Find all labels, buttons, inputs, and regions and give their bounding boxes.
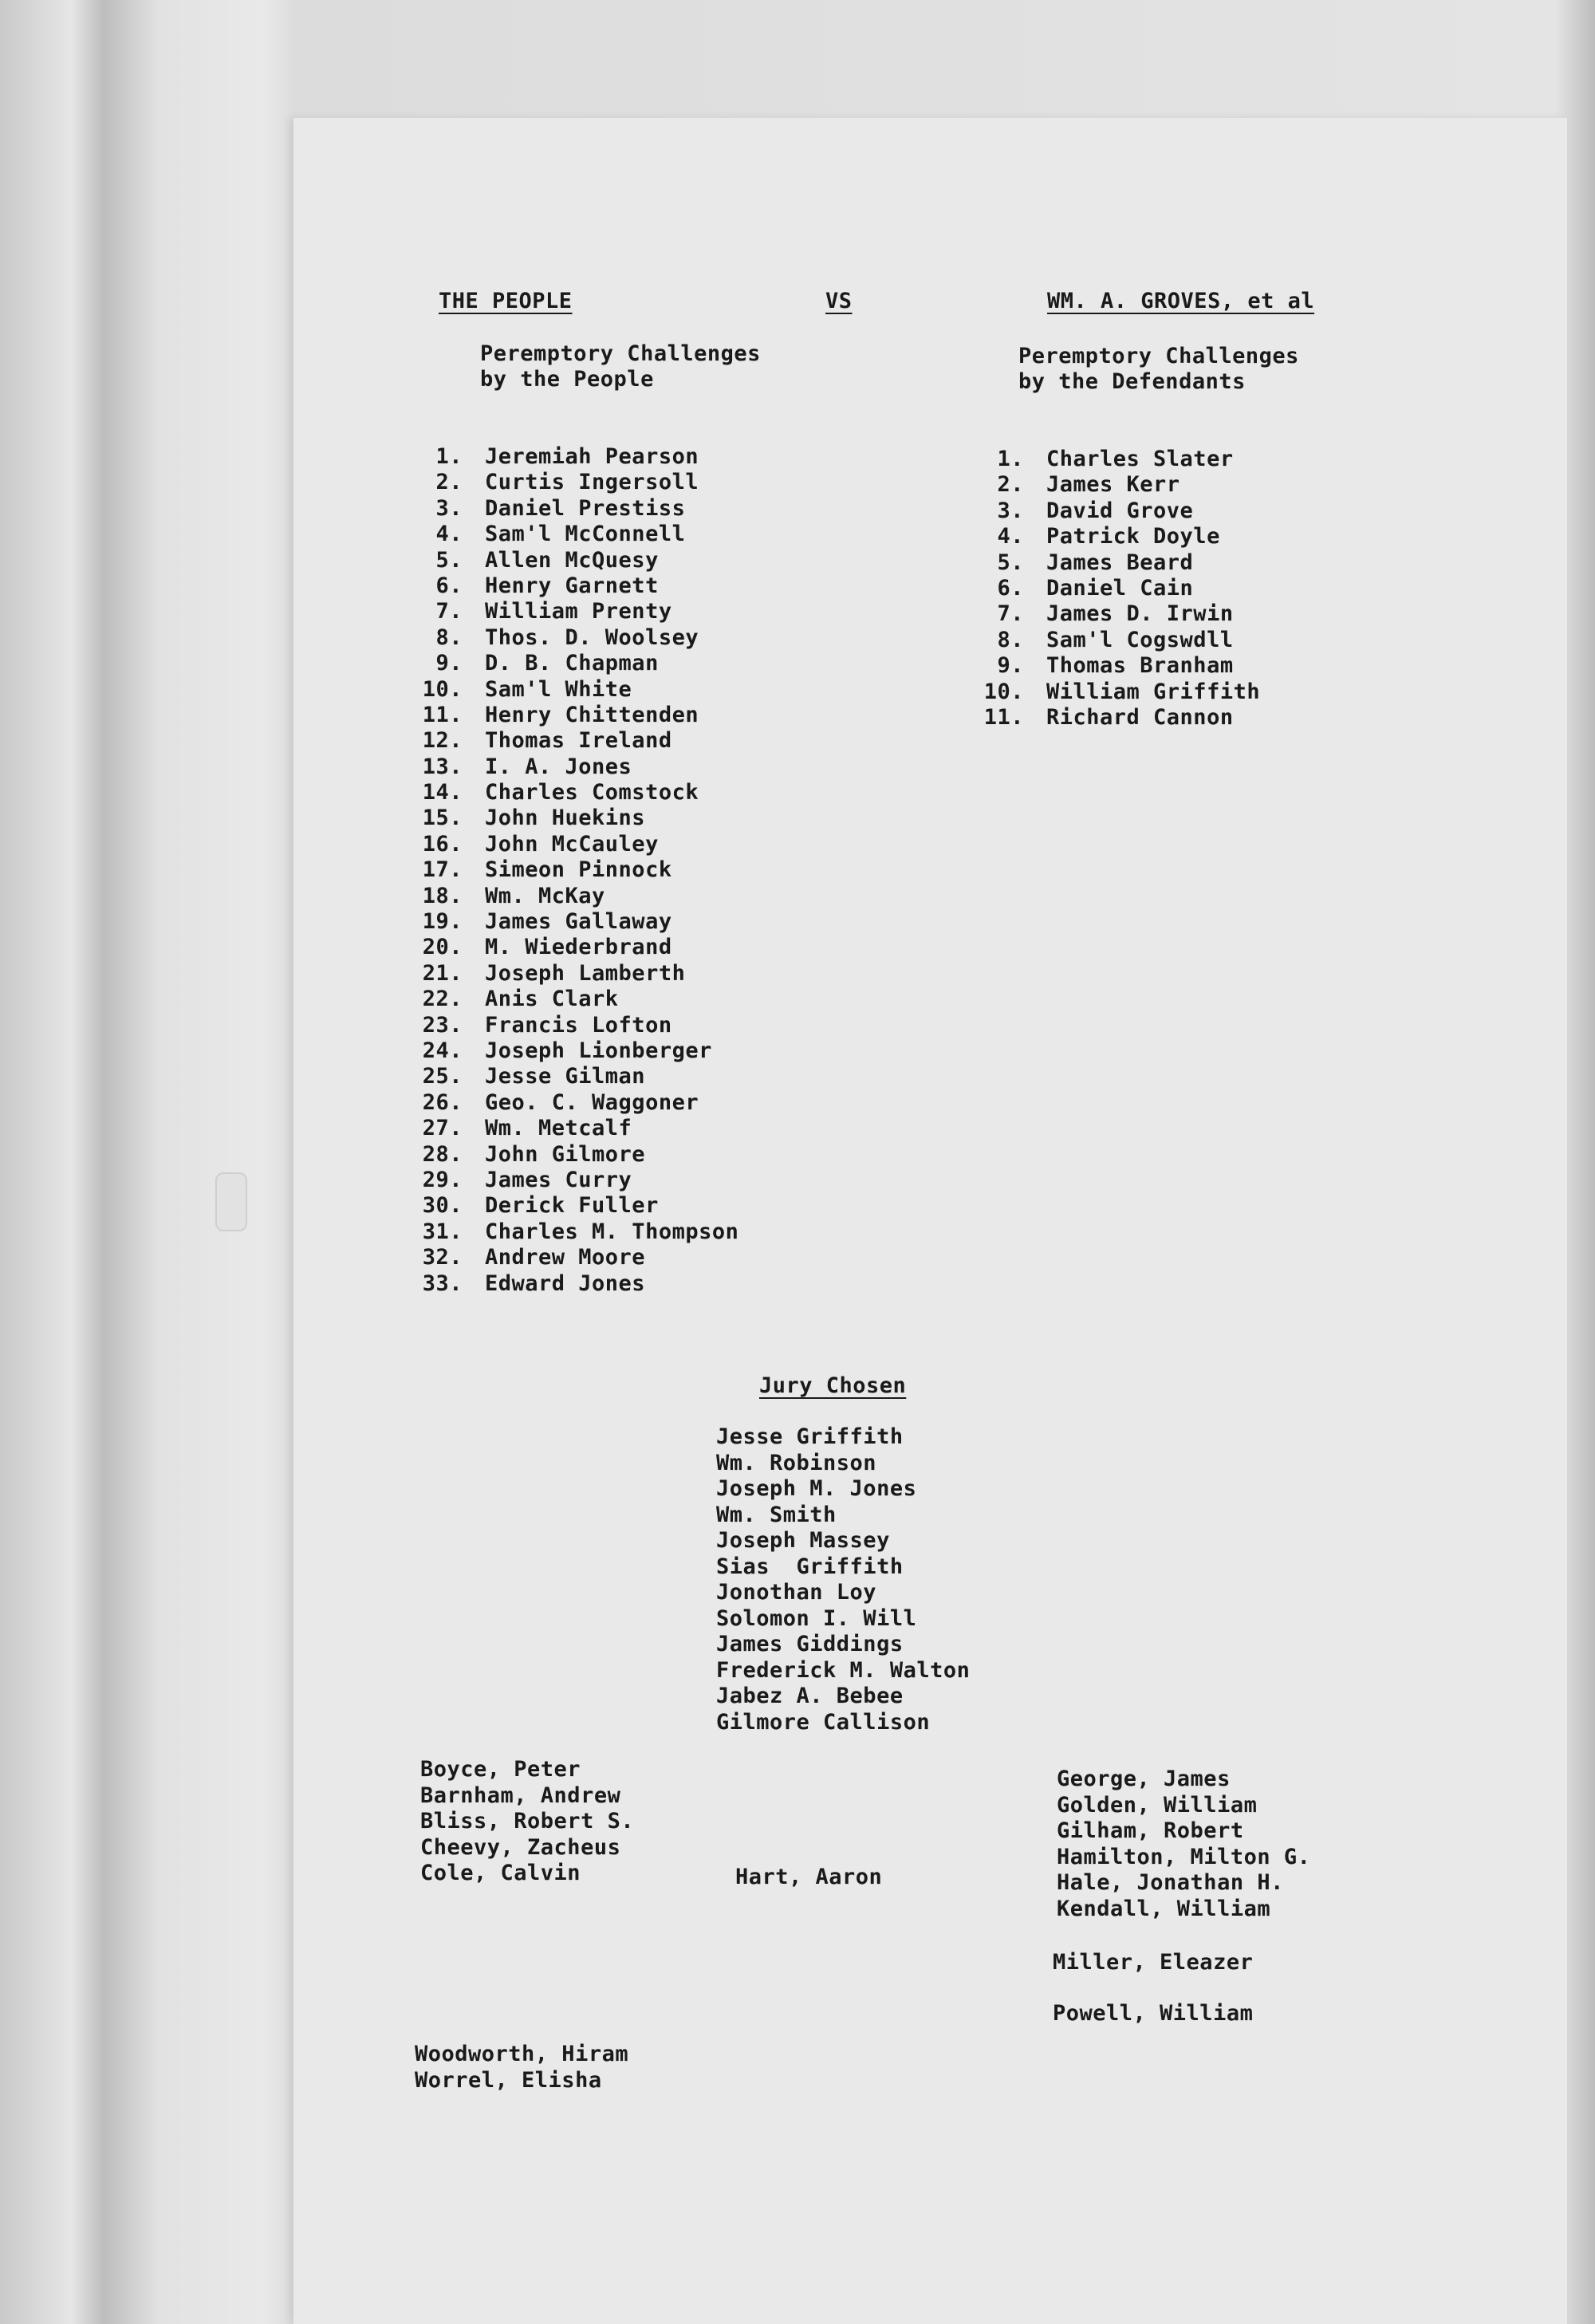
challenge-name: Joseph Lionberger — [485, 1038, 712, 1063]
challenge-row — [413, 1038, 738, 1064]
challenge-number: 9. — [997, 653, 1024, 679]
defendant-challenges-subtitle: by the Defendants — [1018, 369, 1246, 394]
challenge-number: 7. — [435, 599, 463, 624]
venire-name: Kendall, William — [1057, 1896, 1271, 1921]
venire-name: Hale, Jonathan H. — [1057, 1870, 1284, 1896]
venire-name: Golden, William — [1057, 1792, 1258, 1818]
challenge-row — [413, 961, 738, 987]
header-defendant: WM. A. GROVES, et al — [1047, 289, 1315, 313]
challenge-number: 19. — [422, 909, 463, 935]
challenge-number: 8. — [997, 627, 1024, 652]
challenge-name: John McCauley — [485, 831, 659, 857]
challenge-number: 27. — [422, 1116, 463, 1141]
venire-name: Hamilton, Milton G. — [1057, 1844, 1311, 1869]
challenge-row — [413, 1271, 738, 1297]
challenge-row — [413, 909, 738, 935]
challenge-row — [413, 677, 738, 703]
challenge-name: Francis Lofton — [485, 1012, 672, 1038]
challenge-number: 31. — [422, 1219, 463, 1244]
challenge-row — [413, 1090, 738, 1116]
challenge-number: 11. — [983, 704, 1024, 730]
name-hart: Hart, Aaron — [735, 1865, 883, 1889]
challenge-number: 1. — [997, 447, 1024, 471]
challenge-row — [413, 754, 738, 780]
juror-name: Joseph Massey — [716, 1528, 890, 1553]
challenge-name: Thomas Branham — [1046, 653, 1234, 679]
challenge-name: John Gilmore — [485, 1141, 646, 1167]
challenge-row — [975, 550, 1260, 576]
challenge-row — [413, 573, 738, 599]
challenge-row — [975, 524, 1260, 549]
challenge-name: Anis Clark — [485, 987, 619, 1012]
challenge-number: 14. — [422, 780, 463, 806]
challenge-name: William Griffith — [1046, 679, 1261, 704]
challenge-number: 20. — [422, 935, 463, 960]
challenge-row — [413, 1219, 738, 1245]
challenge-number: 6. — [435, 573, 463, 598]
challenge-name: Richard Cannon — [1046, 704, 1234, 730]
challenge-number: 5. — [435, 547, 463, 573]
challenge-number: 7. — [997, 601, 1024, 627]
challenge-name: Simeon Pinnock — [485, 857, 672, 883]
challenge-number: 11. — [422, 702, 463, 727]
challenge-number: 3. — [435, 495, 463, 521]
challenge-name: Wm. Metcalf — [485, 1116, 632, 1141]
challenge-name: Geo. C. Waggoner — [485, 1089, 699, 1115]
challenge-name: Thomas Ireland — [485, 728, 672, 754]
challenge-number: 28. — [422, 1141, 463, 1167]
challenge-name: Henry Chittenden — [485, 702, 699, 727]
challenge-number: 2. — [435, 470, 463, 495]
challenge-name: Charles Slater — [1046, 447, 1234, 471]
challenge-name: Joseph Lamberth — [485, 960, 686, 986]
name-miller: Miller, Eleazer — [1053, 1950, 1254, 1975]
challenge-name: John Huekins — [485, 806, 646, 831]
challenge-row — [975, 705, 1260, 731]
challenge-row — [975, 447, 1260, 472]
challenge-row — [413, 1193, 738, 1219]
challenge-row — [413, 935, 738, 960]
challenge-name: David Grove — [1046, 498, 1194, 523]
challenge-number: 9. — [435, 651, 463, 676]
challenge-number: 21. — [422, 960, 463, 986]
venire-name: Boyce, Peter — [420, 1757, 581, 1782]
challenge-number: 24. — [422, 1038, 463, 1063]
challenge-row — [413, 703, 738, 728]
challenge-row — [413, 806, 738, 831]
challenge-row — [413, 651, 738, 676]
challenge-number: 22. — [422, 987, 463, 1012]
challenge-number: 2. — [997, 472, 1024, 498]
challenge-name: Andrew Moore — [485, 1245, 646, 1270]
challenge-number: 29. — [422, 1167, 463, 1192]
name-powell: Powell, William — [1053, 2001, 1254, 2026]
challenge-row — [413, 444, 738, 470]
venire-name: Barnham, Andrew — [420, 1782, 621, 1808]
challenge-row — [413, 1245, 738, 1270]
challenge-number: 23. — [422, 1012, 463, 1038]
challenge-name: James D. Irwin — [1046, 601, 1234, 627]
challenge-row — [975, 679, 1260, 705]
challenge-number: 30. — [422, 1193, 463, 1219]
challenge-name: Daniel Cain — [1046, 575, 1194, 601]
challenge-name: M. Wiederbrand — [485, 935, 672, 960]
challenge-number: 16. — [422, 831, 463, 857]
challenge-number: 26. — [422, 1089, 463, 1115]
challenge-name: I. A. Jones — [485, 754, 632, 779]
challenge-number: 17. — [422, 857, 463, 883]
challenge-number: 10. — [422, 676, 463, 702]
challenge-number: 33. — [422, 1270, 463, 1296]
juror-name: Joseph M. Jones — [716, 1476, 917, 1501]
juror-name: Wm. Robinson — [716, 1450, 877, 1475]
defendant-challenges-title: Peremptory Challenges — [1018, 344, 1299, 368]
venire-name: Woodworth, Hiram — [415, 2042, 629, 2066]
challenge-name: Charles M. Thompson — [485, 1219, 739, 1244]
challenge-number: 3. — [997, 498, 1024, 523]
challenge-row — [413, 1013, 738, 1038]
challenge-row — [413, 987, 738, 1012]
challenge-name: D. B. Chapman — [485, 651, 659, 676]
challenge-number: 4. — [435, 522, 463, 547]
challenge-row — [975, 576, 1260, 601]
challenge-row — [413, 470, 738, 495]
challenge-row — [413, 857, 738, 883]
challenge-row — [975, 498, 1260, 524]
challenge-row — [413, 780, 738, 806]
challenge-row — [413, 884, 738, 909]
challenge-row — [413, 625, 738, 651]
juror-name: Gilmore Callison — [716, 1709, 931, 1735]
challenge-row — [413, 496, 738, 522]
header-versus: VS — [825, 289, 853, 313]
challenge-name: Derick Fuller — [485, 1193, 659, 1219]
challenge-row — [413, 1064, 738, 1089]
juror-name: James Giddings — [716, 1632, 904, 1656]
people-challenges-list — [413, 444, 738, 1297]
challenge-number: 18. — [422, 883, 463, 908]
challenge-name: Sam'l McConnell — [485, 522, 686, 547]
challenge-name: Curtis Ingersoll — [485, 470, 699, 495]
challenge-name: Allen McQuesy — [485, 547, 659, 573]
challenge-number: 25. — [422, 1064, 463, 1089]
challenge-name: Daniel Prestiss — [485, 495, 686, 521]
challenge-number: 15. — [422, 806, 463, 831]
names-bottom-left-group — [415, 2042, 628, 2094]
challenge-number: 10. — [983, 679, 1024, 704]
challenge-name: Henry Garnett — [485, 573, 659, 598]
challenge-name: Jesse Gilman — [485, 1064, 646, 1089]
challenge-row — [413, 599, 738, 624]
juror-name: Frederick M. Walton — [716, 1657, 971, 1683]
jury-list — [716, 1424, 970, 1735]
defendant-challenges-list — [975, 447, 1260, 731]
challenge-name: William Prenty — [485, 599, 672, 624]
challenge-name: James Beard — [1046, 549, 1194, 575]
challenge-number: 5. — [997, 549, 1024, 575]
challenge-name: Jeremiah Pearson — [485, 444, 699, 469]
challenge-row — [413, 832, 738, 857]
juror-name: Jonothan Loy — [716, 1580, 877, 1605]
names-left-group — [420, 1757, 634, 1887]
challenge-row — [975, 653, 1260, 679]
juror-name: Jabez A. Bebee — [716, 1684, 904, 1708]
challenge-number: 13. — [422, 754, 463, 779]
challenge-number: 8. — [435, 624, 463, 650]
juror-name: Solomon I. Will — [716, 1605, 917, 1631]
challenge-name: Edward Jones — [485, 1270, 646, 1296]
venire-name: Cheevy, Zacheus — [420, 1834, 621, 1860]
challenge-name: Sam'l White — [485, 676, 632, 702]
challenge-name: Patrick Doyle — [1046, 524, 1220, 549]
challenge-name: Wm. McKay — [485, 883, 605, 908]
challenge-name: James Curry — [485, 1167, 632, 1192]
jury-title: Jury Chosen — [759, 1373, 907, 1398]
challenge-row — [413, 1116, 738, 1141]
venire-name: George, James — [1057, 1767, 1231, 1791]
juror-name: Jesse Griffith — [716, 1424, 904, 1449]
challenge-name: Sam'l Cogswdll — [1046, 627, 1234, 652]
challenge-row — [413, 1142, 738, 1168]
juror-name: Wm. Smith — [716, 1502, 837, 1527]
header-plaintiff: THE PEOPLE — [439, 289, 573, 313]
people-challenges-title: Peremptory Challenges — [480, 341, 761, 366]
names-right-group — [1057, 1767, 1310, 1923]
challenge-number: 4. — [997, 524, 1024, 549]
challenge-name: James Gallaway — [485, 909, 672, 935]
people-challenges-subtitle: by the People — [480, 367, 654, 392]
challenge-row — [413, 548, 738, 573]
challenge-number: 6. — [997, 575, 1024, 601]
juror-name: Sias Griffith — [716, 1554, 904, 1579]
venire-name: Gilham, Robert — [1057, 1818, 1244, 1844]
challenge-row — [975, 472, 1260, 498]
challenge-row — [975, 601, 1260, 627]
challenge-number: 12. — [422, 728, 463, 754]
venire-name: Bliss, Robert S. — [420, 1809, 635, 1834]
challenge-row — [413, 1168, 738, 1193]
challenge-number: 1. — [435, 444, 463, 469]
challenge-row — [413, 522, 738, 547]
venire-name: Worrel, Elisha — [415, 2067, 602, 2093]
challenge-row — [413, 728, 738, 754]
challenge-number: 32. — [422, 1245, 463, 1270]
challenge-name: Charles Comstock — [485, 780, 699, 806]
challenge-name: James Kerr — [1046, 472, 1180, 498]
binder-clip — [215, 1172, 247, 1231]
venire-name: Cole, Calvin — [420, 1861, 581, 1886]
challenge-row — [975, 628, 1260, 653]
challenge-name: Thos. D. Woolsey — [485, 624, 699, 650]
